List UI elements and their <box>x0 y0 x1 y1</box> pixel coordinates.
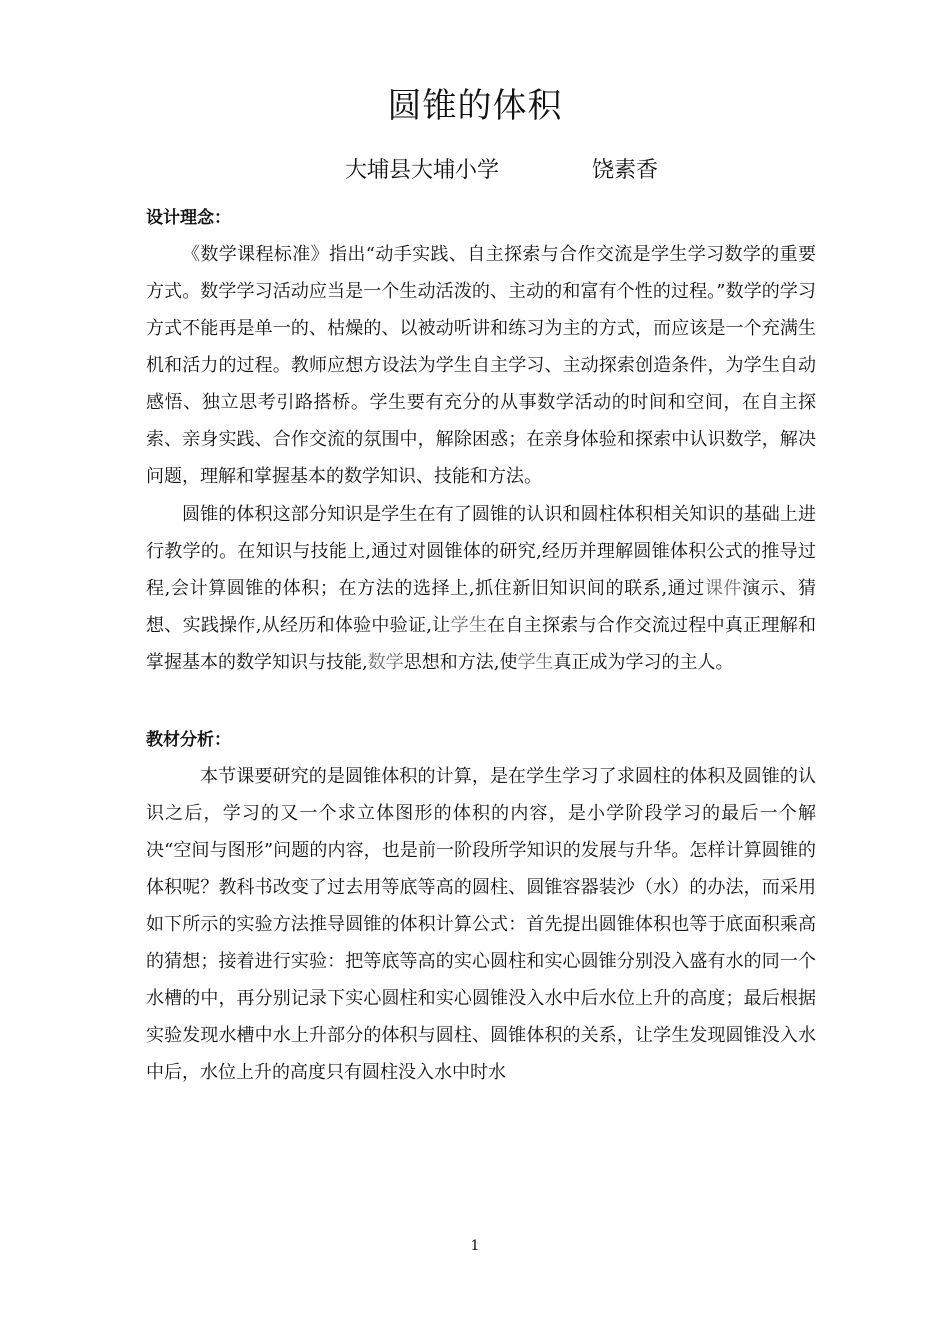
link-text-math[interactable]: 数学 <box>367 652 404 673</box>
paragraph-material-analysis: 本节课要研究的是圆锥体积的计算，是在学生学习了求圆柱的体积及圆锥的认识之后，学习的又一个求立体图形的体积的内容，是小学阶段学习的最后一个解决“空间与图形”问题的内容，也是前一阶段所学知识的发展与升华。怎样计算圆锥的体积呢？教科书改变了过去用等底等高的圆柱、圆锥容器装沙（水）的办法，而采用如下所示的实验方法推导圆锥的体积计算公式：首先提出圆锥体积也等于底面积乘高的猜想；接着进行实验：把等底等高的实心圆柱和实心圆锥分别没入盛有水的同一个水槽的中，再分别记录下实心圆柱和实心圆锥没入水中后水位上升的高度；最后根据实验发现水槽中水上升部分的体积与圆柱、圆锥体积的关系，让学生发现圆锥没入水中后，水位上升的高度只有圆柱没入水中时水 <box>146 766 816 1083</box>
section-heading-material-analysis: 教材分析： <box>146 730 231 750</box>
paragraph-text: 真正成为学习的主人。 <box>553 652 734 673</box>
paragraph-text: 圆锥的体积这部分知识是学生在有了圆锥的认识和圆柱体积相关知识的基础上进行教学的。在知识与技能上,通过对圆锥体的研究,经历并理解圆锥体积公式的推导过程,会计算圆锥的体积；在方法的选择上,抓住新旧知识间的联系,通过 <box>146 504 816 599</box>
section-heading-design-concept: 设计理念： <box>146 208 231 228</box>
author-name: 饶素香 <box>592 158 659 183</box>
page-number: 1 <box>470 1238 480 1254</box>
paragraph-text: 演示、猜想、实践操作,从经历和体验中验证,让 <box>146 578 816 636</box>
link-text-courseware[interactable]: 课件 <box>704 578 743 599</box>
paragraph-text: 在自主探索与合作交流过程中真正理解和掌握基本的数学知识与技能, <box>146 615 817 673</box>
school-name: 大埔县大埔小学 <box>345 158 500 183</box>
link-text-students[interactable]: 学生 <box>450 615 488 636</box>
author-line <box>0 154 950 188</box>
link-text-students-2[interactable]: 学生 <box>517 652 554 673</box>
paragraph-knowledge-context <box>146 496 816 681</box>
document-title: 圆锥的体积 <box>387 86 563 126</box>
paragraph-text: 思想和方法,使 <box>403 652 518 673</box>
paragraph-design-concept: 《数学课程标准》指出“动手实践、自主探索与合作交流是学生学习数学的重要方式。数学学习活动应当是一个生动活泼的、主动的和富有个性的过程。”数学的学习方式不能再是单一的、枯燥的、以被动听讲和练习为主的方式，而应该是一个充满生机和活力的过程。教师应想方设法为学生自主学习、主动探索创造条件，为学生自动感悟、独立思考引路搭桥。学生要有充分的从事数学活动的时间和空间，在自主探索、亲身实践、合作交流的氛围中，解除困惑；在亲身体验和探索中认识数学，解决问题，理解和掌握基本的数学知识、技能和方法。 <box>146 244 816 487</box>
